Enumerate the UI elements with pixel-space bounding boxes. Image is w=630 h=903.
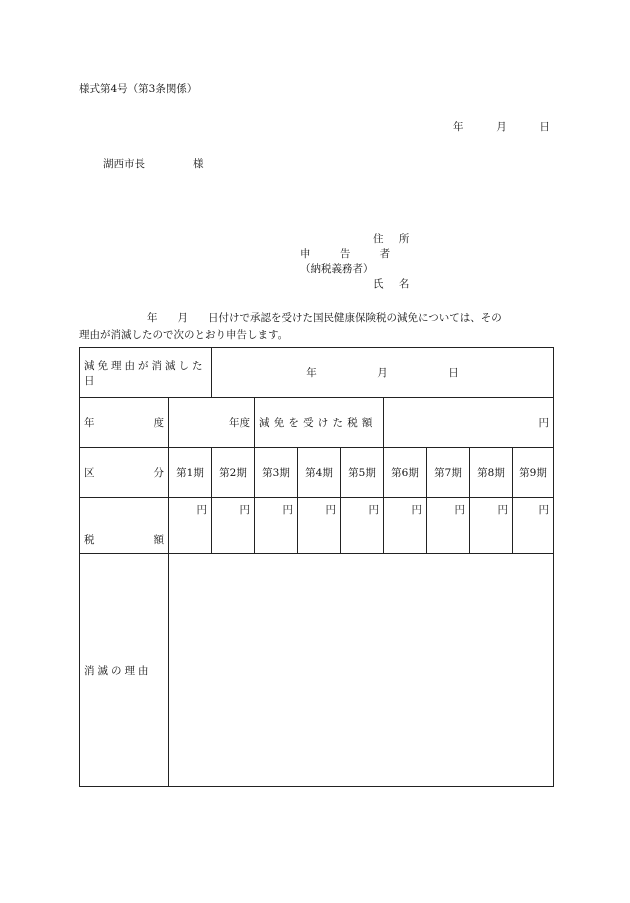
name-label: 氏 名 [373, 278, 416, 290]
tax-amount-field[interactable]: 円 [169, 498, 212, 554]
fiscal-year-label: 年 度 [80, 398, 169, 448]
period-header: 第7期 [427, 448, 470, 498]
date-day-label: 日 [539, 121, 550, 133]
reduced-amount-field[interactable]: 円 [384, 398, 554, 448]
extinction-date-field[interactable] [212, 348, 554, 398]
form-number: 様式第4号（第3条関係） [79, 83, 198, 95]
category-label: 区 分 [80, 448, 169, 498]
addressee-honorific: 様 [193, 158, 204, 170]
tax-amount-label: 税 額 [80, 498, 169, 554]
intro-line2: 理由が消滅したので次のとおり申告します。 [79, 329, 289, 341]
intro-line1: 日付けで承認を受けた国民健康保険税の減免については、その [208, 312, 502, 324]
reason-field[interactable] [169, 554, 554, 787]
extinction-month-label: 月 [377, 367, 388, 379]
intro-year: 年 [147, 312, 158, 324]
period-header: 第6期 [384, 448, 427, 498]
tax-amount-field[interactable]: 円 [255, 498, 298, 554]
extinction-day-label: 日 [448, 367, 459, 379]
addressee-name: 湖西市長 [103, 158, 145, 170]
row-reason [80, 554, 554, 787]
tax-amount-field[interactable]: 円 [341, 498, 384, 554]
reduced-amount-label: 減免を受けた税額 [255, 398, 384, 448]
extinction-date-label: 減免理由が消滅した日 [80, 348, 212, 398]
tax-amount-field[interactable]: 円 [298, 498, 341, 554]
tax-amount-field[interactable]: 円 [384, 498, 427, 554]
taxpayer-label: （納税義務者） [300, 263, 374, 275]
row-tax-amount [80, 498, 554, 554]
intro-text [79, 310, 552, 344]
address-label: 住 所 [373, 233, 416, 245]
period-header: 第8期 [470, 448, 513, 498]
row-extinction-date [80, 348, 554, 398]
date-month-label: 月 [496, 121, 507, 133]
date-year-label: 年 [453, 121, 464, 133]
period-header: 第2期 [212, 448, 255, 498]
tax-amount-field[interactable]: 円 [513, 498, 554, 554]
extinction-year-label: 年 [306, 367, 317, 379]
tax-amount-field[interactable]: 円 [470, 498, 513, 554]
intro-month: 月 [177, 312, 188, 324]
row-fiscal-year [80, 398, 554, 448]
fiscal-year-field[interactable]: 年度 [169, 398, 255, 448]
addressee [103, 156, 204, 171]
applicant-label: 申 告 者 [300, 248, 404, 260]
period-header: 第9期 [513, 448, 554, 498]
declaration-table [79, 347, 554, 787]
tax-amount-field[interactable]: 円 [427, 498, 470, 554]
period-header: 第4期 [298, 448, 341, 498]
period-header: 第1期 [169, 448, 212, 498]
tax-amount-field[interactable]: 円 [212, 498, 255, 554]
submission-date [453, 119, 550, 134]
period-header: 第3期 [255, 448, 298, 498]
row-category [80, 448, 554, 498]
reason-label: 消滅の理由 [80, 554, 169, 787]
period-header: 第5期 [341, 448, 384, 498]
